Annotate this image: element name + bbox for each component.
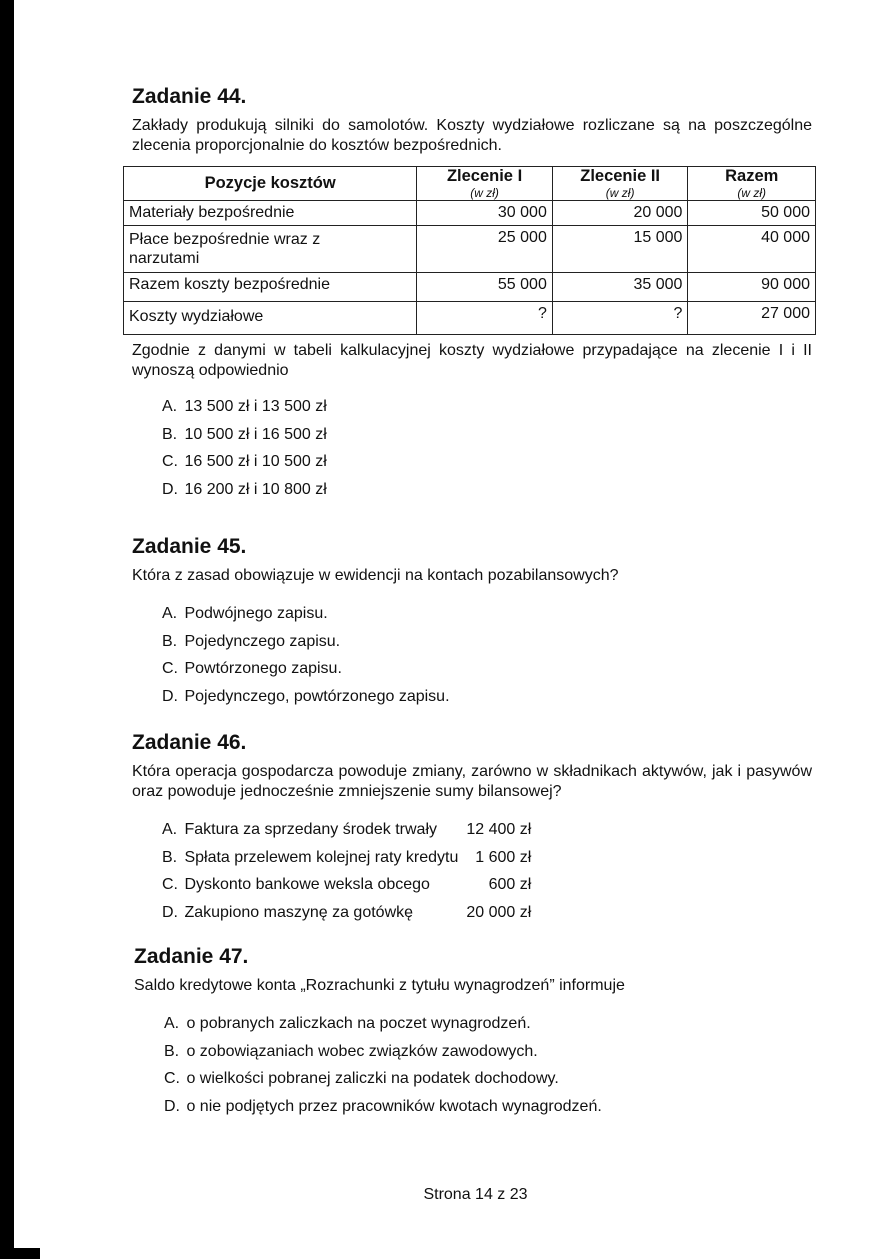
option-text: o zobowiązaniach wobec związków zawodowych.: [186, 1042, 538, 1060]
option-d[interactable]: [162, 899, 531, 927]
option-text: Powtórzonego zapisu.: [184, 660, 342, 677]
header-order-2: Zlecenie II (w zł): [552, 167, 688, 201]
row-label-text: Płace bezpośrednie wraz z narzutami: [129, 231, 321, 267]
task-47: [134, 944, 814, 1120]
cost-table: [123, 166, 816, 335]
option-amount: 20 000 zł: [466, 903, 532, 921]
task-44-question: Zgodnie z danymi w tabeli kalkulacyjnej koszty wydziałowe przypadające na zlecenie I i II wynoszą odpowiednio: [132, 342, 812, 379]
option-d[interactable]: [162, 476, 812, 504]
row-label: Koszty wydziałowe: [124, 302, 417, 335]
task-45-options: [162, 600, 812, 710]
option-letter: B.: [162, 848, 178, 866]
option-letter: D.: [162, 687, 178, 705]
option-amount: 600 zł: [488, 876, 532, 893]
option-b[interactable]: [162, 844, 531, 872]
cost-table-header: [124, 167, 816, 201]
header-total: Razem (w zł): [688, 167, 816, 201]
cell-value: 40 000: [688, 226, 816, 273]
option-letter: A.: [164, 1015, 180, 1032]
page-number: Strona 14 z 23: [423, 1186, 528, 1203]
option-text: o pobranych zaliczkach na poczet wynagrodzeń.: [186, 1015, 531, 1032]
task-45: [132, 534, 812, 710]
option-b[interactable]: [164, 1038, 814, 1066]
task-44: [129, 84, 812, 503]
option-a[interactable]: [162, 816, 531, 844]
option-letter: B.: [162, 632, 178, 650]
table-row: [124, 226, 816, 273]
option-text: Podwójnego zapisu.: [184, 605, 328, 622]
task-47-question: Saldo kredytowe konta „Rozrachunki z tytułu wynagrodzeń” informuje: [134, 977, 625, 994]
option-c[interactable]: [162, 448, 812, 476]
cell-value: 30 000: [417, 201, 553, 226]
row-label: Razem koszty bezpośrednie: [124, 273, 417, 302]
option-d[interactable]: [162, 683, 812, 711]
option-letter: C.: [162, 660, 178, 677]
option-letter: D.: [162, 480, 178, 498]
table-row: [124, 302, 816, 335]
option-letter: C.: [164, 1070, 180, 1087]
option-letter: A.: [162, 821, 178, 838]
option-letter: D.: [162, 903, 178, 921]
cell-value: 15 000: [552, 226, 688, 273]
header-order-1: Zlecenie I (w zł): [417, 167, 553, 201]
option-a[interactable]: [164, 1010, 814, 1038]
option-text: Spłata przelewem kolejnej raty kredytu: [184, 848, 459, 866]
scan-edge-left: [0, 0, 14, 1259]
option-letter: A.: [162, 398, 178, 415]
task-44-intro: Zakłady produkują silniki do samolotów. Koszty wydziałowe rozliczane są na poszczególne zlecenia proporcjonalnie do kosztów bezpośrednich.: [132, 117, 812, 154]
option-text: Zakupiono maszynę za gotówkę: [184, 903, 414, 921]
option-text: o nie podjętych przez pracowników kwotach wynagrodzeń.: [186, 1097, 602, 1115]
option-letter: D.: [164, 1097, 180, 1115]
task-44-title: Zadanie 44.: [132, 85, 247, 108]
option-c[interactable]: [164, 1065, 814, 1093]
row-label: Materiały bezpośrednie: [124, 201, 417, 226]
option-a[interactable]: [162, 393, 812, 421]
option-text: Dyskonto bankowe weksla obcego: [184, 876, 430, 893]
option-letter: C.: [162, 876, 178, 893]
option-text: 13 500 zł i 13 500 zł: [184, 398, 327, 415]
task-46-options: [162, 816, 531, 926]
option-letter: A.: [162, 605, 178, 622]
option-text: o wielkości pobranej zaliczki na podatek dochodowy.: [186, 1070, 559, 1087]
option-letter: B.: [164, 1042, 180, 1060]
option-text: 10 500 zł i 16 500 zł: [184, 425, 327, 443]
option-text: Faktura za sprzedany środek trwały: [184, 821, 437, 838]
scan-edge-bottom: [0, 1248, 40, 1259]
task-44-options: [162, 393, 812, 503]
cell-value: 20 000: [552, 201, 688, 226]
header-cost-items: Pozycje kosztów: [124, 167, 417, 201]
option-text: Pojedynczego, powtórzonego zapisu.: [184, 687, 450, 705]
task-47-title: Zadanie 47.: [134, 945, 249, 968]
cell-value: 35 000: [552, 273, 688, 302]
table-row: [124, 201, 816, 226]
cell-value: 55 000: [417, 273, 553, 302]
option-c[interactable]: [162, 871, 531, 899]
task-45-question: Która z zasad obowiązuje w ewidencji na kontach pozabilansowych?: [132, 567, 619, 584]
cell-value: 90 000: [688, 273, 816, 302]
cell-value: ?: [552, 302, 688, 335]
option-amount: 1 600 zł: [475, 848, 532, 866]
option-b[interactable]: [162, 421, 812, 449]
option-c[interactable]: [162, 655, 812, 683]
option-a[interactable]: [162, 600, 812, 628]
task-45-title: Zadanie 45.: [132, 535, 247, 558]
task-46-title: Zadanie 46.: [132, 731, 247, 754]
option-b[interactable]: [162, 628, 812, 656]
option-amount: 12 400 zł: [466, 821, 532, 838]
option-text: 16 500 zł i 10 500 zł: [184, 453, 327, 470]
task-47-options: [164, 1010, 814, 1120]
option-text: Pojedynczego zapisu.: [184, 632, 341, 650]
cell-value: ?: [417, 302, 553, 335]
option-d[interactable]: [164, 1093, 814, 1121]
cell-value: 50 000: [688, 201, 816, 226]
option-text: 16 200 zł i 10 800 zł: [184, 480, 327, 498]
task-46-question: Która operacja gospodarcza powoduje zmiany, zarówno w składnikach aktywów, jak i pasywów oraz powoduje jednocześnie zmniejszenie sumy bilansowej?: [132, 763, 812, 800]
task-46: [132, 730, 812, 926]
row-label: [124, 226, 417, 273]
cell-value: 25 000: [417, 226, 553, 273]
option-letter: B.: [162, 425, 178, 443]
option-letter: C.: [162, 453, 178, 470]
table-row: [124, 273, 816, 302]
cell-value: 27 000: [688, 302, 816, 335]
